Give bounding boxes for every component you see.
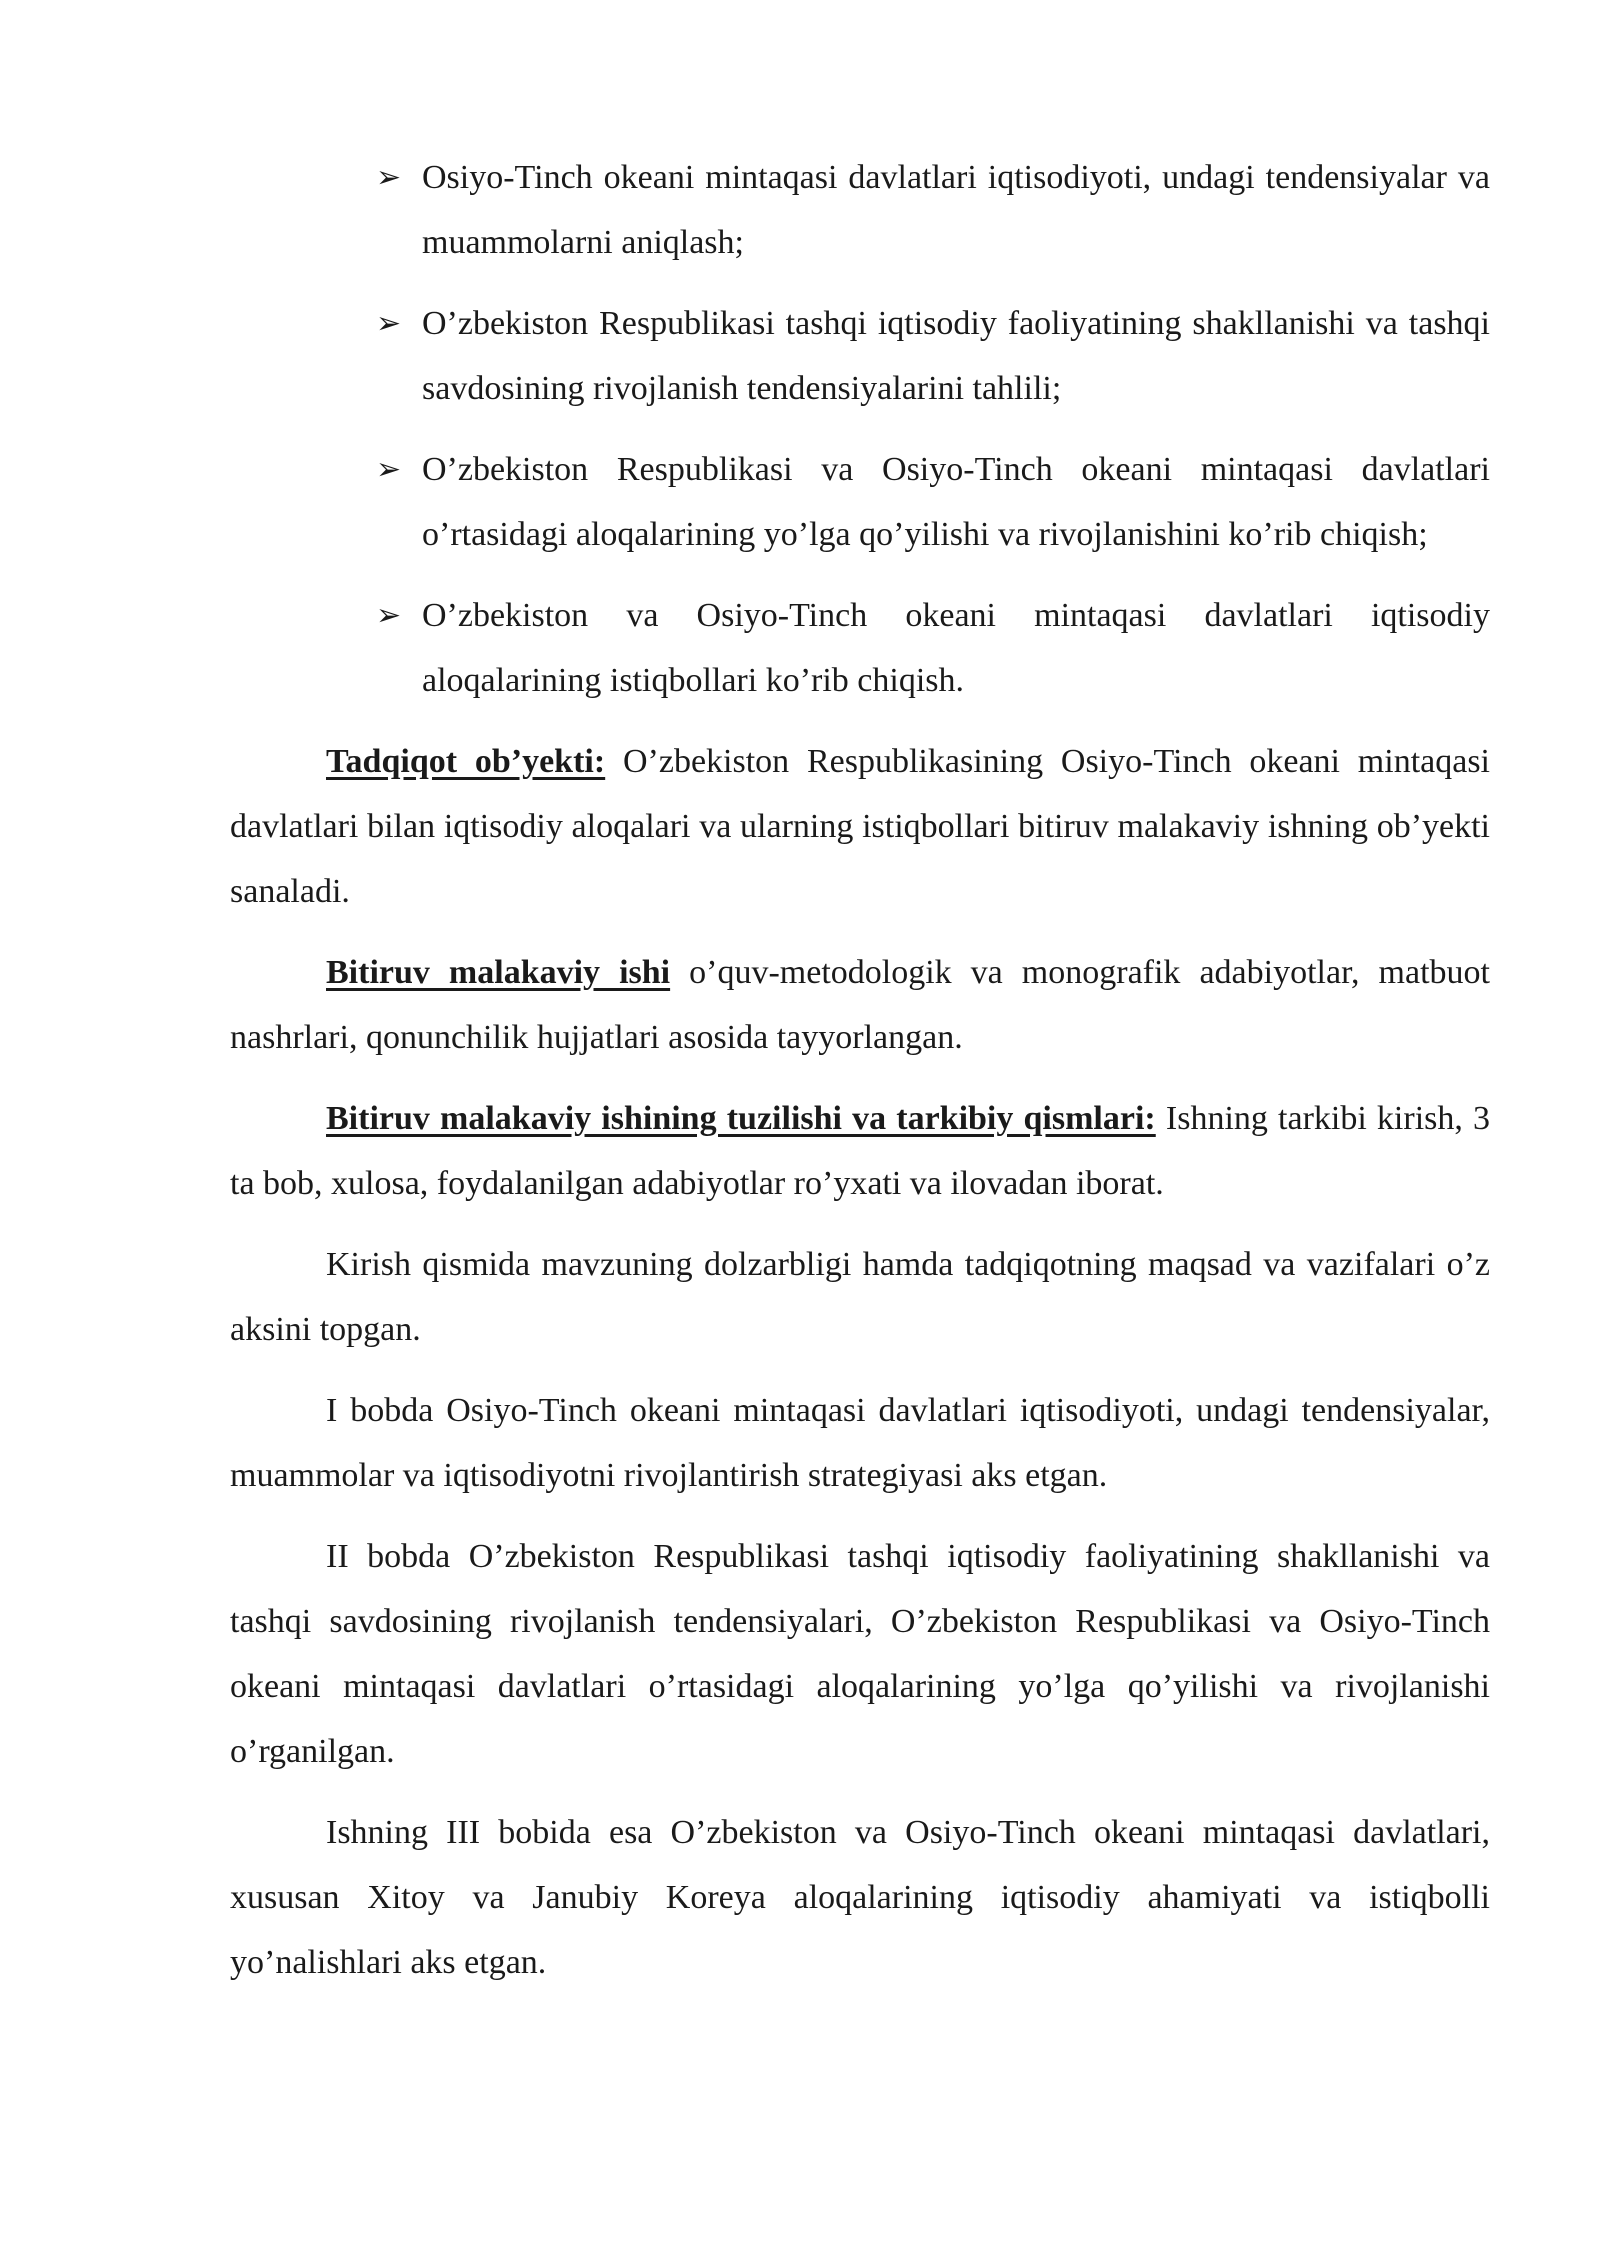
task-list	[230, 145, 1490, 713]
chapter-1-paragraph: I bobda Osiyo-Tinch okeani mintaqasi davlatlari iqtisodiyoti, undagi tendensiyalar, muammolar va iqtisodiyotni rivojlantirish strategiyasi aks etgan.	[230, 1392, 1490, 1494]
arrow-bullet-icon: ➢	[376, 598, 402, 633]
arrow-bullet-icon: ➢	[376, 452, 402, 487]
research-object-paragraph	[230, 729, 1490, 924]
list-item-text: O’zbekiston Respublikasi va Osiyo-Tinch okeani mintaqasi davlatlari o’rtasidagi aloqalarining yo’lga qo’yilishi va rivojlanishini ko’rib chiqish;	[422, 451, 1490, 553]
list-item	[230, 145, 1490, 275]
arrow-bullet-icon: ➢	[376, 306, 402, 341]
document-page	[230, 145, 1490, 2011]
thesis-sources-text: o’quv-metodologik va monografik adabiyotlar, matbuot nashrlari, qonunchilik hujjatlari asosida tayyorlangan.	[230, 954, 1490, 1056]
list-item-text: Osiyo-Tinch okeani mintaqasi davlatlari iqtisodiyoti, undagi tendensiyalar va muammolarni aniqlash;	[422, 159, 1490, 261]
thesis-structure-paragraph	[230, 1086, 1490, 1216]
chapter-3-paragraph: Ishning III bobida esa O’zbekiston va Osiyo-Tinch okeani mintaqasi davlatlari, xususan Xitoy va Janubiy Koreya aloqalarining iqtisodiy ahamiyati va istiqbolli yo’nalishlari aks etgan.	[230, 1814, 1490, 1981]
research-object-heading: Tadqiqot ob’yekti:	[326, 743, 606, 780]
list-item	[230, 437, 1490, 567]
thesis-structure-text: Ishning tarkibi kirish, 3 ta bob, xulosa, foydalanilgan adabiyotlar ro’yxati va ilovadan iborat.	[230, 1100, 1491, 1202]
thesis-sources-heading: Bitiruv malakaviy ishi	[326, 954, 671, 991]
arrow-bullet-icon: ➢	[376, 160, 402, 195]
list-item-text: O’zbekiston Respublikasi tashqi iqtisodiy faoliyatining shakllanishi va tashqi savdosining rivojlanish tendensiyalarini tahlili;	[422, 305, 1490, 407]
list-item-text: O’zbekiston va Osiyo-Tinch okeani mintaqasi davlatlari iqtisodiy aloqalarining istiqbollari ko’rib chiqish.	[422, 597, 1490, 699]
research-object-text: O’zbekiston Respublikasining Osiyo-Tinch okeani mintaqasi davlatlari bilan iqtisodiy aloqalari va ularning istiqbollari bitiruv malakaviy ishning ob’yekti sanaladi.	[230, 743, 1491, 910]
thesis-structure-heading: Bitiruv malakaviy ishining tuzilishi va tarkibiy qismlari:	[326, 1100, 1156, 1137]
chapter-2-paragraph: II bobda O’zbekiston Respublikasi tashqi iqtisodiy faoliyatining shakllanishi va tashqi savdosining rivojlanish tendensiyalari, O’zbekiston Respublikasi va Osiyo-Tinch okeani mintaqasi davlatlari o’rtasidagi aloqalarining yo’lga qo’yilishi va rivojlanishi o’rganilgan.	[230, 1538, 1490, 1770]
list-item	[230, 583, 1490, 713]
thesis-sources-paragraph	[230, 940, 1490, 1070]
intro-paragraph: Kirish qismida mavzuning dolzarbligi hamda tadqiqotning maqsad va vazifalari o’z aksini topgan.	[230, 1246, 1490, 1348]
list-item	[230, 291, 1490, 421]
